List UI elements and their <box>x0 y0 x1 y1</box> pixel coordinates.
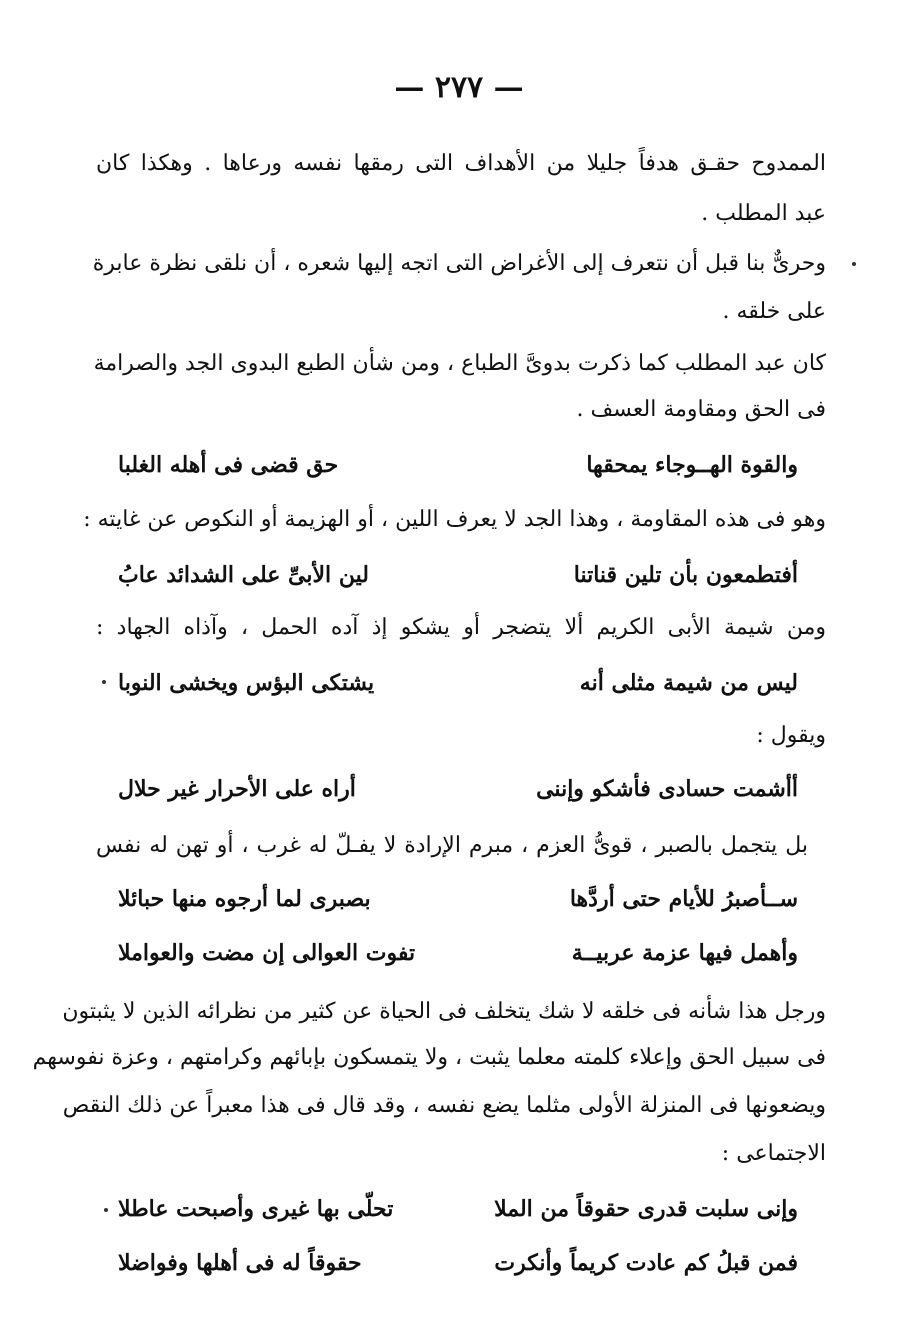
paragraph-line: ويضعونها فى المنزلة الأولى مثلما يضع نفسه ، وقد قال فى هذا معبراً عن ذلك النقص <box>62 1093 826 1118</box>
verse-second-hemistich: تحلّى بها غيرى وأصبحت عاطلا <box>118 1196 394 1222</box>
verse-second-hemistich: حقوقاً له فى أهلها وفواضلا <box>118 1250 362 1276</box>
page-number: — ٢٧٧ — <box>394 70 524 105</box>
verse-first-hemistich: ليس من شيمة مثلى أنه <box>579 670 798 696</box>
paragraph-line: وحرىٌّ بنا قبل أن نتعرف إلى الأغراض التى اتجه إليها شعره ، أن نلقى نظرة عابرة <box>92 251 826 276</box>
poem-verse <box>118 882 798 916</box>
poem-verse <box>118 666 798 700</box>
paragraph-line: وهو فى هذه المقاومة ، وهذا الجد لا يعرف اللين ، أو الهزيمة أو النكوص عن غايته : <box>83 507 826 532</box>
verse-first-hemistich: ســأصبرُ للأيام حتى أردَّها <box>569 886 798 912</box>
poem-verse <box>118 936 798 970</box>
paragraph-line: بل يتجمل بالصبر ، قوىُّ العزم ، مبرم الإرادة لا يفـلّ له غرب ، أو تهن له نفس <box>96 833 808 858</box>
print-speck <box>102 680 106 684</box>
poem-verse <box>118 558 798 592</box>
print-speck <box>104 1208 108 1212</box>
poem-verse <box>118 1192 798 1226</box>
verse-second-hemistich: تفوت العوالى إن مضت والعواملا <box>118 940 416 966</box>
paragraph-line: كان عبد المطلب كما ذكرت بدوىَّ الطباع ، ومن شأن الطبع البدوى الجد والصرامة <box>93 351 826 376</box>
paragraph-line: ويقول : <box>756 723 826 748</box>
paragraph-line: ومن شيمة الأبى الكريم ألا يتضجر أو يشكو إذ آده الحمل ، وآذاه الجهاد : <box>96 615 826 640</box>
verse-second-hemistich: حق قضى فى أهله الغلبا <box>118 452 339 478</box>
verse-second-hemistich: يشتكى البؤس ويخشى النوبا <box>118 670 375 696</box>
verse-first-hemistich: وإنى سلبت قدرى حقوقاً من الملا <box>494 1196 798 1222</box>
paragraph-line: فى سبيل الحق وإعلاء كلمته معلما يثبت ، ولا يتمسكون بإبائهم وكرامتهم ، وعزة نفوسهم <box>32 1045 826 1070</box>
poem-verse <box>118 1246 798 1280</box>
paragraph-line: فى الحق ومقاومة العسف . <box>576 397 826 422</box>
poem-verse <box>118 772 798 806</box>
paragraph-line: الممدوح حقـق هدفاً جليلا من الأهداف التى رمقها نفسه ورعاها . وهكذا كان <box>96 151 826 176</box>
poem-verse <box>118 448 798 482</box>
paragraph-line: ورجل هذا شأنه فى خلقه لا شك يتخلف فى الحياة عن كثير من نظرائه الذين لا يثبتون <box>62 999 826 1024</box>
verse-second-hemistich: أراه على الأحرار غير حلال <box>118 776 356 802</box>
print-speck <box>852 262 856 266</box>
paragraph-line: على خلقه . <box>722 299 826 324</box>
verse-second-hemistich: لين الأبىِّ على الشدائد عابُ <box>118 562 369 588</box>
verse-second-hemistich: بصبرى لما أرجوه منها حبائلا <box>118 886 371 912</box>
verse-first-hemistich: فمن قبلُ كم عادت كريماً وأنكرت <box>494 1250 798 1276</box>
verse-first-hemistich: وأهمل فيها عزمة عربيــة <box>571 940 798 966</box>
verse-first-hemistich: أفتطمعون بأن تلين قناتنا <box>573 562 798 588</box>
verse-first-hemistich: والقوة الهــوجاء يمحقها <box>586 452 798 478</box>
paragraph-line: الاجتماعى : <box>721 1141 826 1166</box>
paragraph-line: عبد المطلب . <box>701 201 826 226</box>
verse-first-hemistich: أأشمت حسادى فأشكو وإننى <box>536 776 798 802</box>
